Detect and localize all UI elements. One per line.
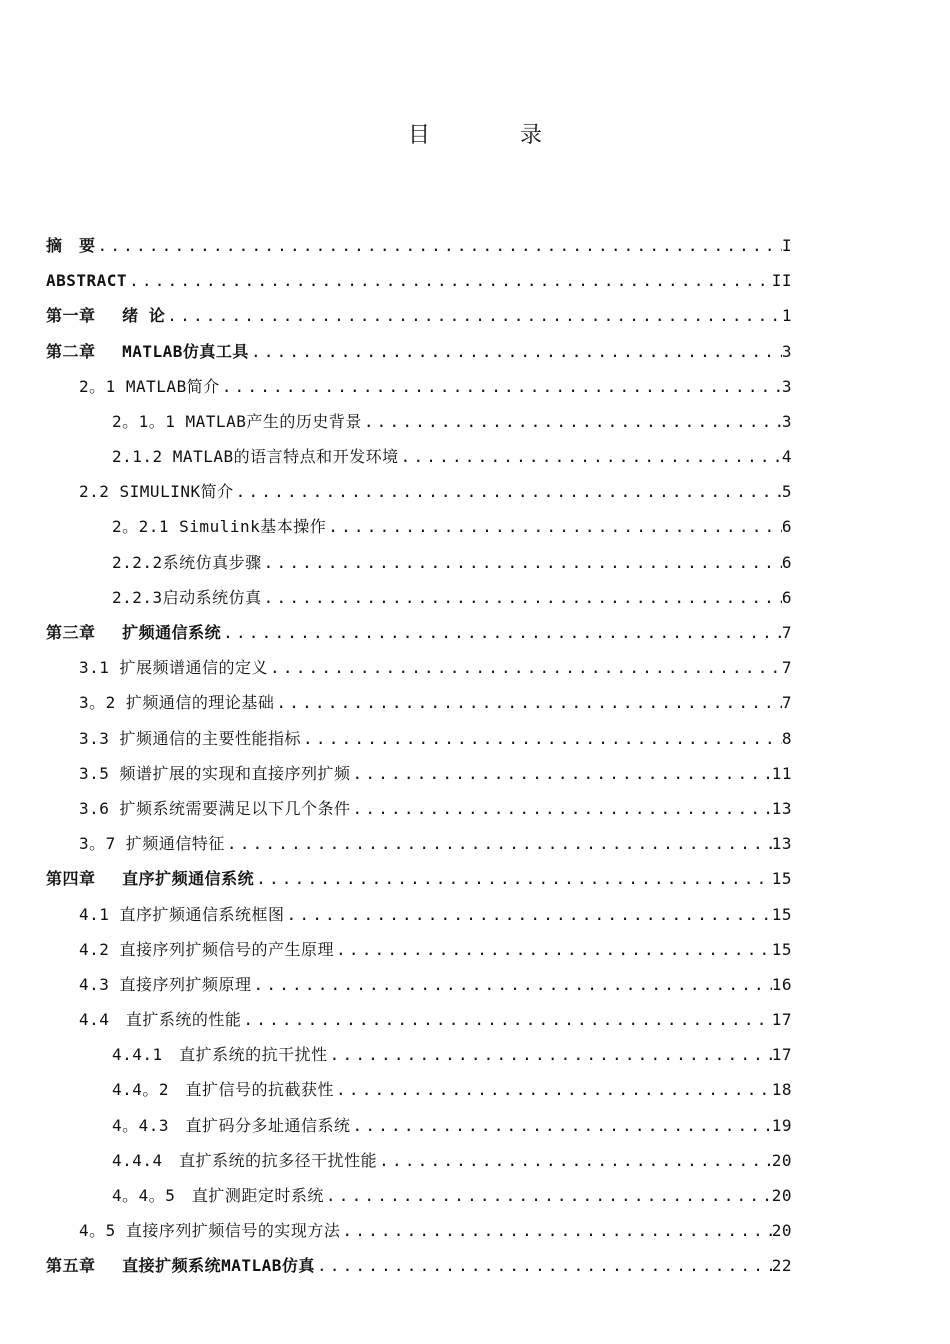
toc-entry-label: 2。1 MATLAB简介 <box>79 376 220 396</box>
toc-entry[interactable] <box>46 510 792 545</box>
dot-leader <box>301 721 782 756</box>
toc-entry-page-number: 15 <box>771 869 792 889</box>
dot-leader <box>252 967 772 1002</box>
toc-entry-label: 第一章 绪 论 <box>46 306 166 326</box>
toc-title: 目 录 <box>407 123 576 148</box>
toc-entry-label: 第四章 直序扩频通信系统 <box>46 869 255 889</box>
toc-entry-page-number: I <box>781 235 792 255</box>
toc-entry-label: 3。7 扩频通信特征 <box>79 834 225 854</box>
toc-entry-label: 第二章 MATLAB仿真工具 <box>46 341 249 361</box>
toc-entry-page-number: 22 <box>771 1256 792 1276</box>
toc-entry-page-number: 4 <box>781 447 792 467</box>
dot-leader <box>262 580 782 615</box>
toc-entry[interactable] <box>46 1073 792 1108</box>
toc-entry-label: 第五章 直接扩频系统MATLAB仿真 <box>46 1256 315 1276</box>
toc-entry-page-number: 11 <box>771 763 792 783</box>
toc-entry-page-number: 19 <box>771 1115 792 1135</box>
toc-entry[interactable] <box>46 474 792 509</box>
toc-entry-page-number: 7 <box>781 658 792 678</box>
toc-entry-page-number: 20 <box>771 1150 792 1170</box>
toc-entry[interactable] <box>46 298 792 333</box>
dot-leader <box>351 756 772 791</box>
toc-entry-label: 4.2 直接序列扩频信号的产生原理 <box>79 939 335 959</box>
toc-entry[interactable] <box>46 1143 792 1178</box>
toc-entry[interactable] <box>46 650 792 685</box>
toc-entry-page-number: 13 <box>771 798 792 818</box>
toc-entry-label: 2.2.3启动系统仿真 <box>112 587 262 607</box>
toc-entry[interactable] <box>46 861 792 896</box>
toc-entry-page-number: 17 <box>771 1045 792 1065</box>
toc-entry-page-number: 7 <box>781 693 792 713</box>
dot-leader <box>249 334 782 369</box>
toc-entry[interactable] <box>46 580 792 615</box>
toc-entry[interactable] <box>46 1213 792 1248</box>
dot-leader <box>127 263 772 298</box>
toc-entry-label: 2.2 SIMULINK简介 <box>79 482 234 502</box>
dot-leader <box>274 685 781 720</box>
toc-entry-page-number: 20 <box>771 1221 792 1241</box>
toc-entry[interactable] <box>46 369 792 404</box>
toc-entry-label: 4.1 直序扩频通信系统框图 <box>79 904 285 924</box>
dot-leader <box>334 1072 772 1107</box>
dot-leader <box>165 298 782 333</box>
dot-leader <box>234 474 782 509</box>
toc-entry-label: 4。4.3 直扩码分多址通信系统 <box>112 1115 351 1135</box>
toc-entry-label: 4.4.1 直扩系统的抗干扰性 <box>112 1045 328 1065</box>
toc-entry[interactable] <box>46 897 792 932</box>
dot-leader <box>328 1037 772 1072</box>
toc-entry[interactable] <box>46 404 792 439</box>
toc-entry-label: 4.3 直接序列扩频原理 <box>79 974 252 994</box>
toc-entry[interactable] <box>46 967 792 1002</box>
dot-leader <box>262 545 782 580</box>
toc-entry-page-number: 15 <box>771 904 792 924</box>
toc-entry-label: 3.5 频谱扩展的实现和直接序列扩频 <box>79 763 351 783</box>
toc-entry[interactable] <box>46 545 792 580</box>
toc-entry-label: 2.1.2 MATLAB的语言特点和开发环境 <box>112 447 399 467</box>
toc-entry-label: 4.4.4 直扩系统的抗多径干扰性能 <box>112 1150 378 1170</box>
toc-entry[interactable] <box>46 439 792 474</box>
toc-entry-page-number: 7 <box>781 623 792 643</box>
toc-entry-page-number: 13 <box>771 834 792 854</box>
toc-entry-page-number: 6 <box>781 552 792 572</box>
toc-entry-label: 第三章 扩频通信系统 <box>46 623 222 643</box>
toc-entry-page-number: 8 <box>781 728 792 748</box>
toc-entry-page-number: 6 <box>781 517 792 537</box>
toc-entry-label: 2.2.2系统仿真步骤 <box>112 552 262 572</box>
toc-entry-label: 3.6 扩频系统需要满足以下几个条件 <box>79 798 351 818</box>
toc-entry[interactable] <box>46 334 792 369</box>
toc-entry-page-number: 3 <box>781 341 792 361</box>
dot-leader <box>96 228 782 263</box>
toc-entry-page-number: 3 <box>781 411 792 431</box>
toc-entry-label: 4。4。5 直扩测距定时系统 <box>112 1186 324 1206</box>
toc-entry-label: 2。2.1 Simulink基本操作 <box>112 517 327 537</box>
toc-entry[interactable] <box>46 263 792 298</box>
dot-leader <box>362 404 782 439</box>
dot-leader <box>334 932 772 967</box>
toc-entry[interactable] <box>46 1108 792 1143</box>
dot-leader <box>285 897 772 932</box>
dot-leader <box>254 861 772 896</box>
toc-entry[interactable] <box>46 826 792 861</box>
toc-entry[interactable] <box>46 1002 792 1037</box>
toc-entry[interactable] <box>46 615 792 650</box>
table-of-contents <box>46 228 792 1284</box>
toc-entry-label: 摘 要 <box>46 235 96 255</box>
dot-leader <box>351 1108 772 1143</box>
toc-entry-page-number: 5 <box>781 482 792 502</box>
toc-entry-label: ABSTRACT <box>46 271 128 291</box>
toc-entry-label: 3.3 扩频通信的主要性能指标 <box>79 728 302 748</box>
toc-entry[interactable] <box>46 228 792 263</box>
toc-entry[interactable] <box>46 756 792 791</box>
toc-entry-page-number: 6 <box>781 587 792 607</box>
toc-entry-label: 4.4 直扩系统的性能 <box>79 1010 242 1030</box>
toc-entry-page-number: 20 <box>771 1186 792 1206</box>
toc-entry-page-number: 17 <box>771 1010 792 1030</box>
dot-leader <box>326 509 782 544</box>
toc-entry-label: 4.4。2 直扩信号的抗截获性 <box>112 1080 335 1100</box>
dot-leader <box>221 615 782 650</box>
toc-entry[interactable] <box>46 1178 792 1213</box>
toc-entry-page-number: II <box>771 271 792 291</box>
dot-leader <box>324 1178 772 1213</box>
dot-leader <box>268 650 782 685</box>
toc-entry-page-number: 15 <box>771 939 792 959</box>
toc-entry-page-number: 18 <box>771 1080 792 1100</box>
toc-entry-page-number: 1 <box>781 306 792 326</box>
dot-leader <box>315 1248 772 1283</box>
toc-entry-label: 3。2 扩频通信的理论基础 <box>79 693 275 713</box>
toc-entry[interactable] <box>46 932 792 967</box>
dot-leader <box>220 369 782 404</box>
toc-entry[interactable] <box>46 721 792 756</box>
dot-leader <box>225 826 772 861</box>
toc-entry-page-number: 16 <box>771 974 792 994</box>
toc-entry[interactable] <box>46 791 792 826</box>
toc-entry-label: 4。5 直接序列扩频信号的实现方法 <box>79 1221 341 1241</box>
dot-leader <box>351 791 772 826</box>
toc-entry[interactable] <box>46 1037 792 1072</box>
dot-leader <box>399 439 782 474</box>
toc-entry-label: 3.1 扩展频谱通信的定义 <box>79 658 269 678</box>
toc-entry-page-number: 3 <box>781 376 792 396</box>
toc-entry[interactable] <box>46 1248 792 1283</box>
toc-entry[interactable] <box>46 685 792 720</box>
toc-entry-label: 2。1。1 MATLAB产生的历史背景 <box>112 411 362 431</box>
dot-leader <box>340 1213 771 1248</box>
dot-leader <box>241 1002 771 1037</box>
dot-leader <box>377 1143 772 1178</box>
